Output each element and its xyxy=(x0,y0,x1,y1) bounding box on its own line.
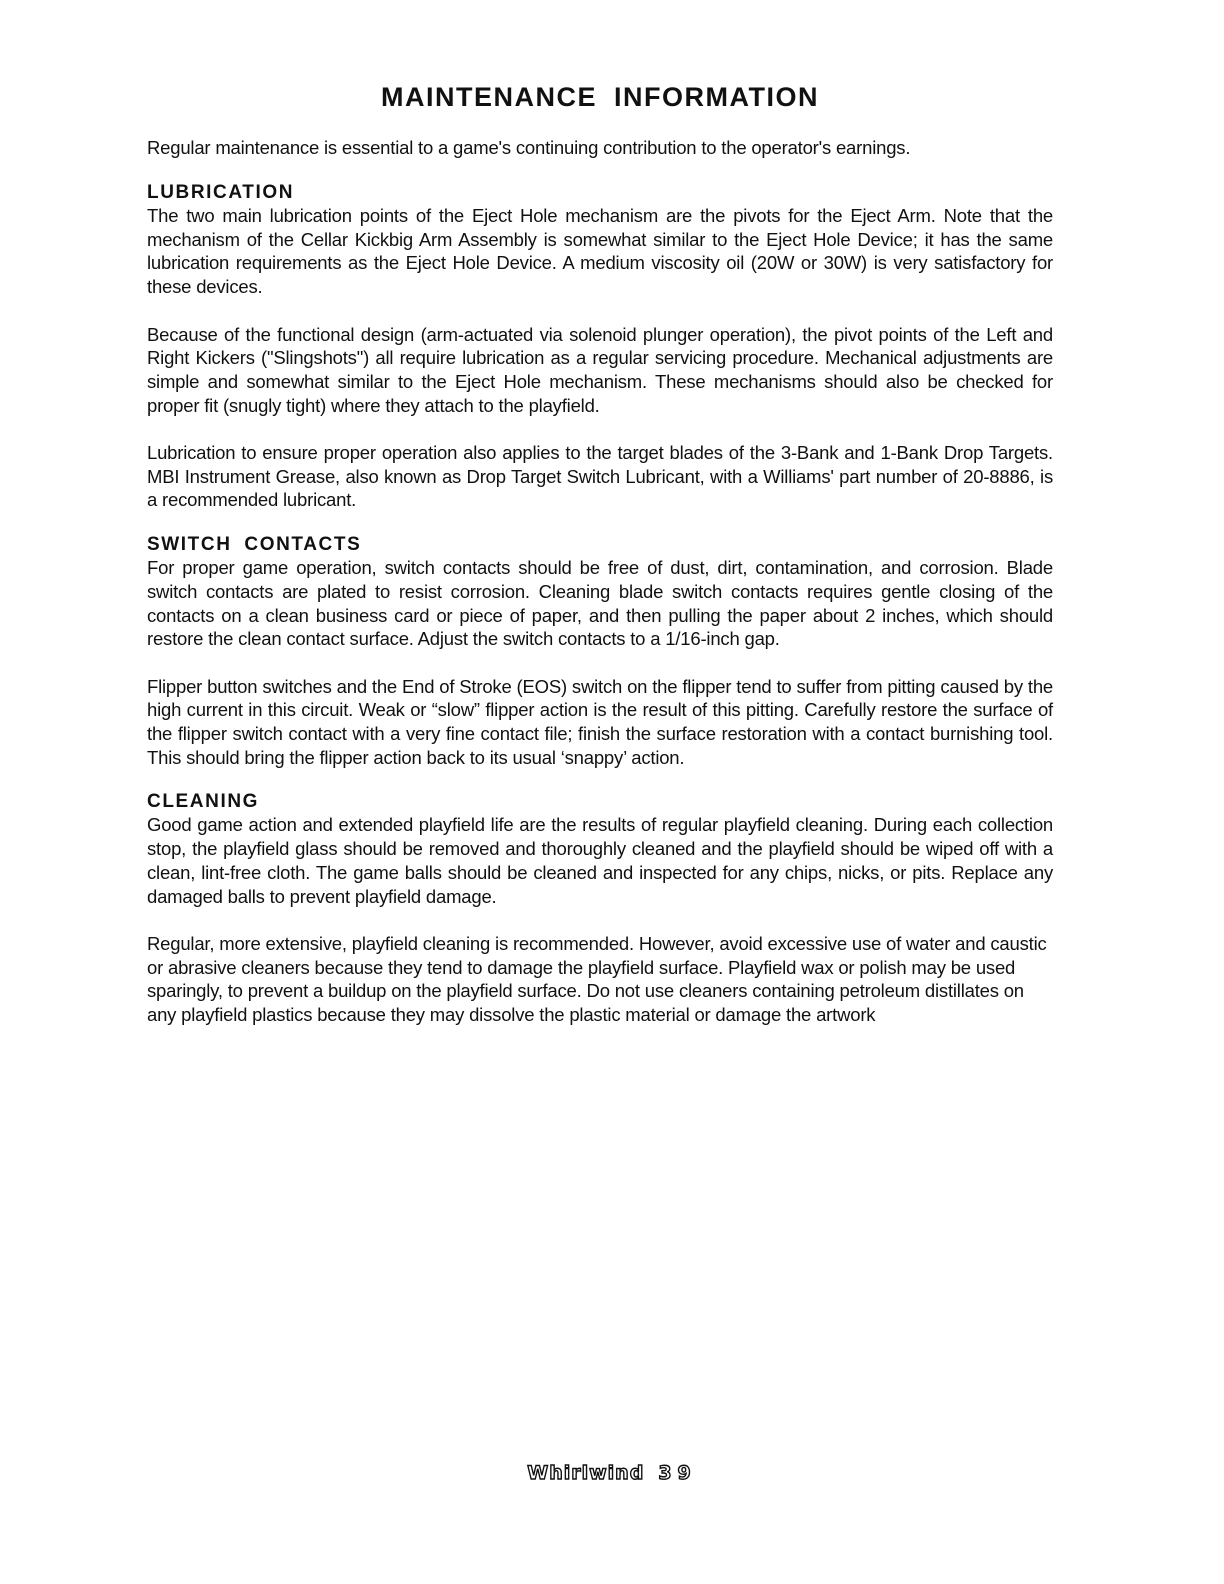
paragraph: Because of the functional design (arm-actuated via solenoid plunger operation), the pivot points of the Left and Right Kickers ("Slingshots") all require lubrication as a regular servicing procedure. Mechanical adjustments are simple and somewhat similar to the Eject Hole mechanism. These mechanisms should also be checked for proper fit (snugly tight) where they attach to the playfield. xyxy=(147,323,1053,416)
section-cleaning xyxy=(147,791,1053,1026)
page-footer xyxy=(0,1462,1224,1484)
paragraph: Lubrication to ensure proper operation also applies to the target blades of the 3-Bank and 1-Bank Drop Targets. MBI Instrument Grease, also known as Drop Target Switch Lubricant, with a Williams' part number of 20-8886, is a recommended lubricant. xyxy=(147,442,1053,511)
paragraph: Regular, more extensive, playfield cleaning is recommended. However, avoid excessive use of water and caustic or abrasive cleaners because they tend to damage the playfield surface. Playfield wax or polish may be used sparingly, to prevent a buildup on the playfield surface. Do not use cleaners containing petroleum distillates on any playfield plastics because they may dissolve the plastic material or damage the artwork xyxy=(147,932,1047,1026)
section-heading: LUBRICATION xyxy=(147,182,295,203)
footer-game-name: Whirlwind xyxy=(527,1462,645,1484)
footer-page-number: 39 xyxy=(658,1462,697,1484)
paragraph: For proper game operation, switch contacts should be free of dust, dirt, contamination, and corrosion. Blade switch contacts are plated to resist corrosion. Cleaning blade switch contacts requires gentle closing of the contacts on a clean business card or piece of paper, and then pulling the paper about 2 inches, which should restore the clean contact surface. Adjust the switch contacts to a 1/16-inch gap. xyxy=(147,557,1053,650)
section-lubrication xyxy=(147,182,1053,512)
intro-paragraph: Regular maintenance is essential to a game's continuing contribution to the operator's earnings. xyxy=(147,137,911,158)
document-page xyxy=(147,72,1053,1027)
page-title: MAINTENANCE INFORMATION xyxy=(381,82,819,112)
paragraph: The two main lubrication points of the Eject Hole mechanism are the pivots for the Eject Arm. Note that the mechanism of the Cellar Kickbig Arm Assembly is somewhat similar to the Eject Hole Device; it has the same lubrication requirements as the Eject Hole Device. A medium viscosity oil (20W or 30W) is very satisfactory for these devices. xyxy=(147,205,1053,298)
paragraph: Flipper button switches and the End of Stroke (EOS) switch on the flipper tend to suffer from pitting caused by the high current in this circuit. Weak or “slow” flipper action is the result of this pitting. Carefully restore the surface of the flipper switch contact with a very fine contact file; finish the surface restoration with a contact burnishing tool. This should bring the flipper action back to its usual ‘snappy’ action. xyxy=(147,675,1053,768)
section-switch-contacts xyxy=(147,534,1053,769)
paragraph: Good game action and extended playfield life are the results of regular playfield cleaning. During each collection stop, the playfield glass should be removed and thoroughly cleaned and the playfield should be wiped off with a clean, lint-free cloth. The game balls should be cleaned and inspected for any chips, nicks, or pits. Replace any damaged balls to prevent playfield damage. xyxy=(147,814,1053,907)
section-heading: SWITCH CONTACTS xyxy=(147,534,362,556)
section-heading: CLEANING xyxy=(147,791,260,813)
